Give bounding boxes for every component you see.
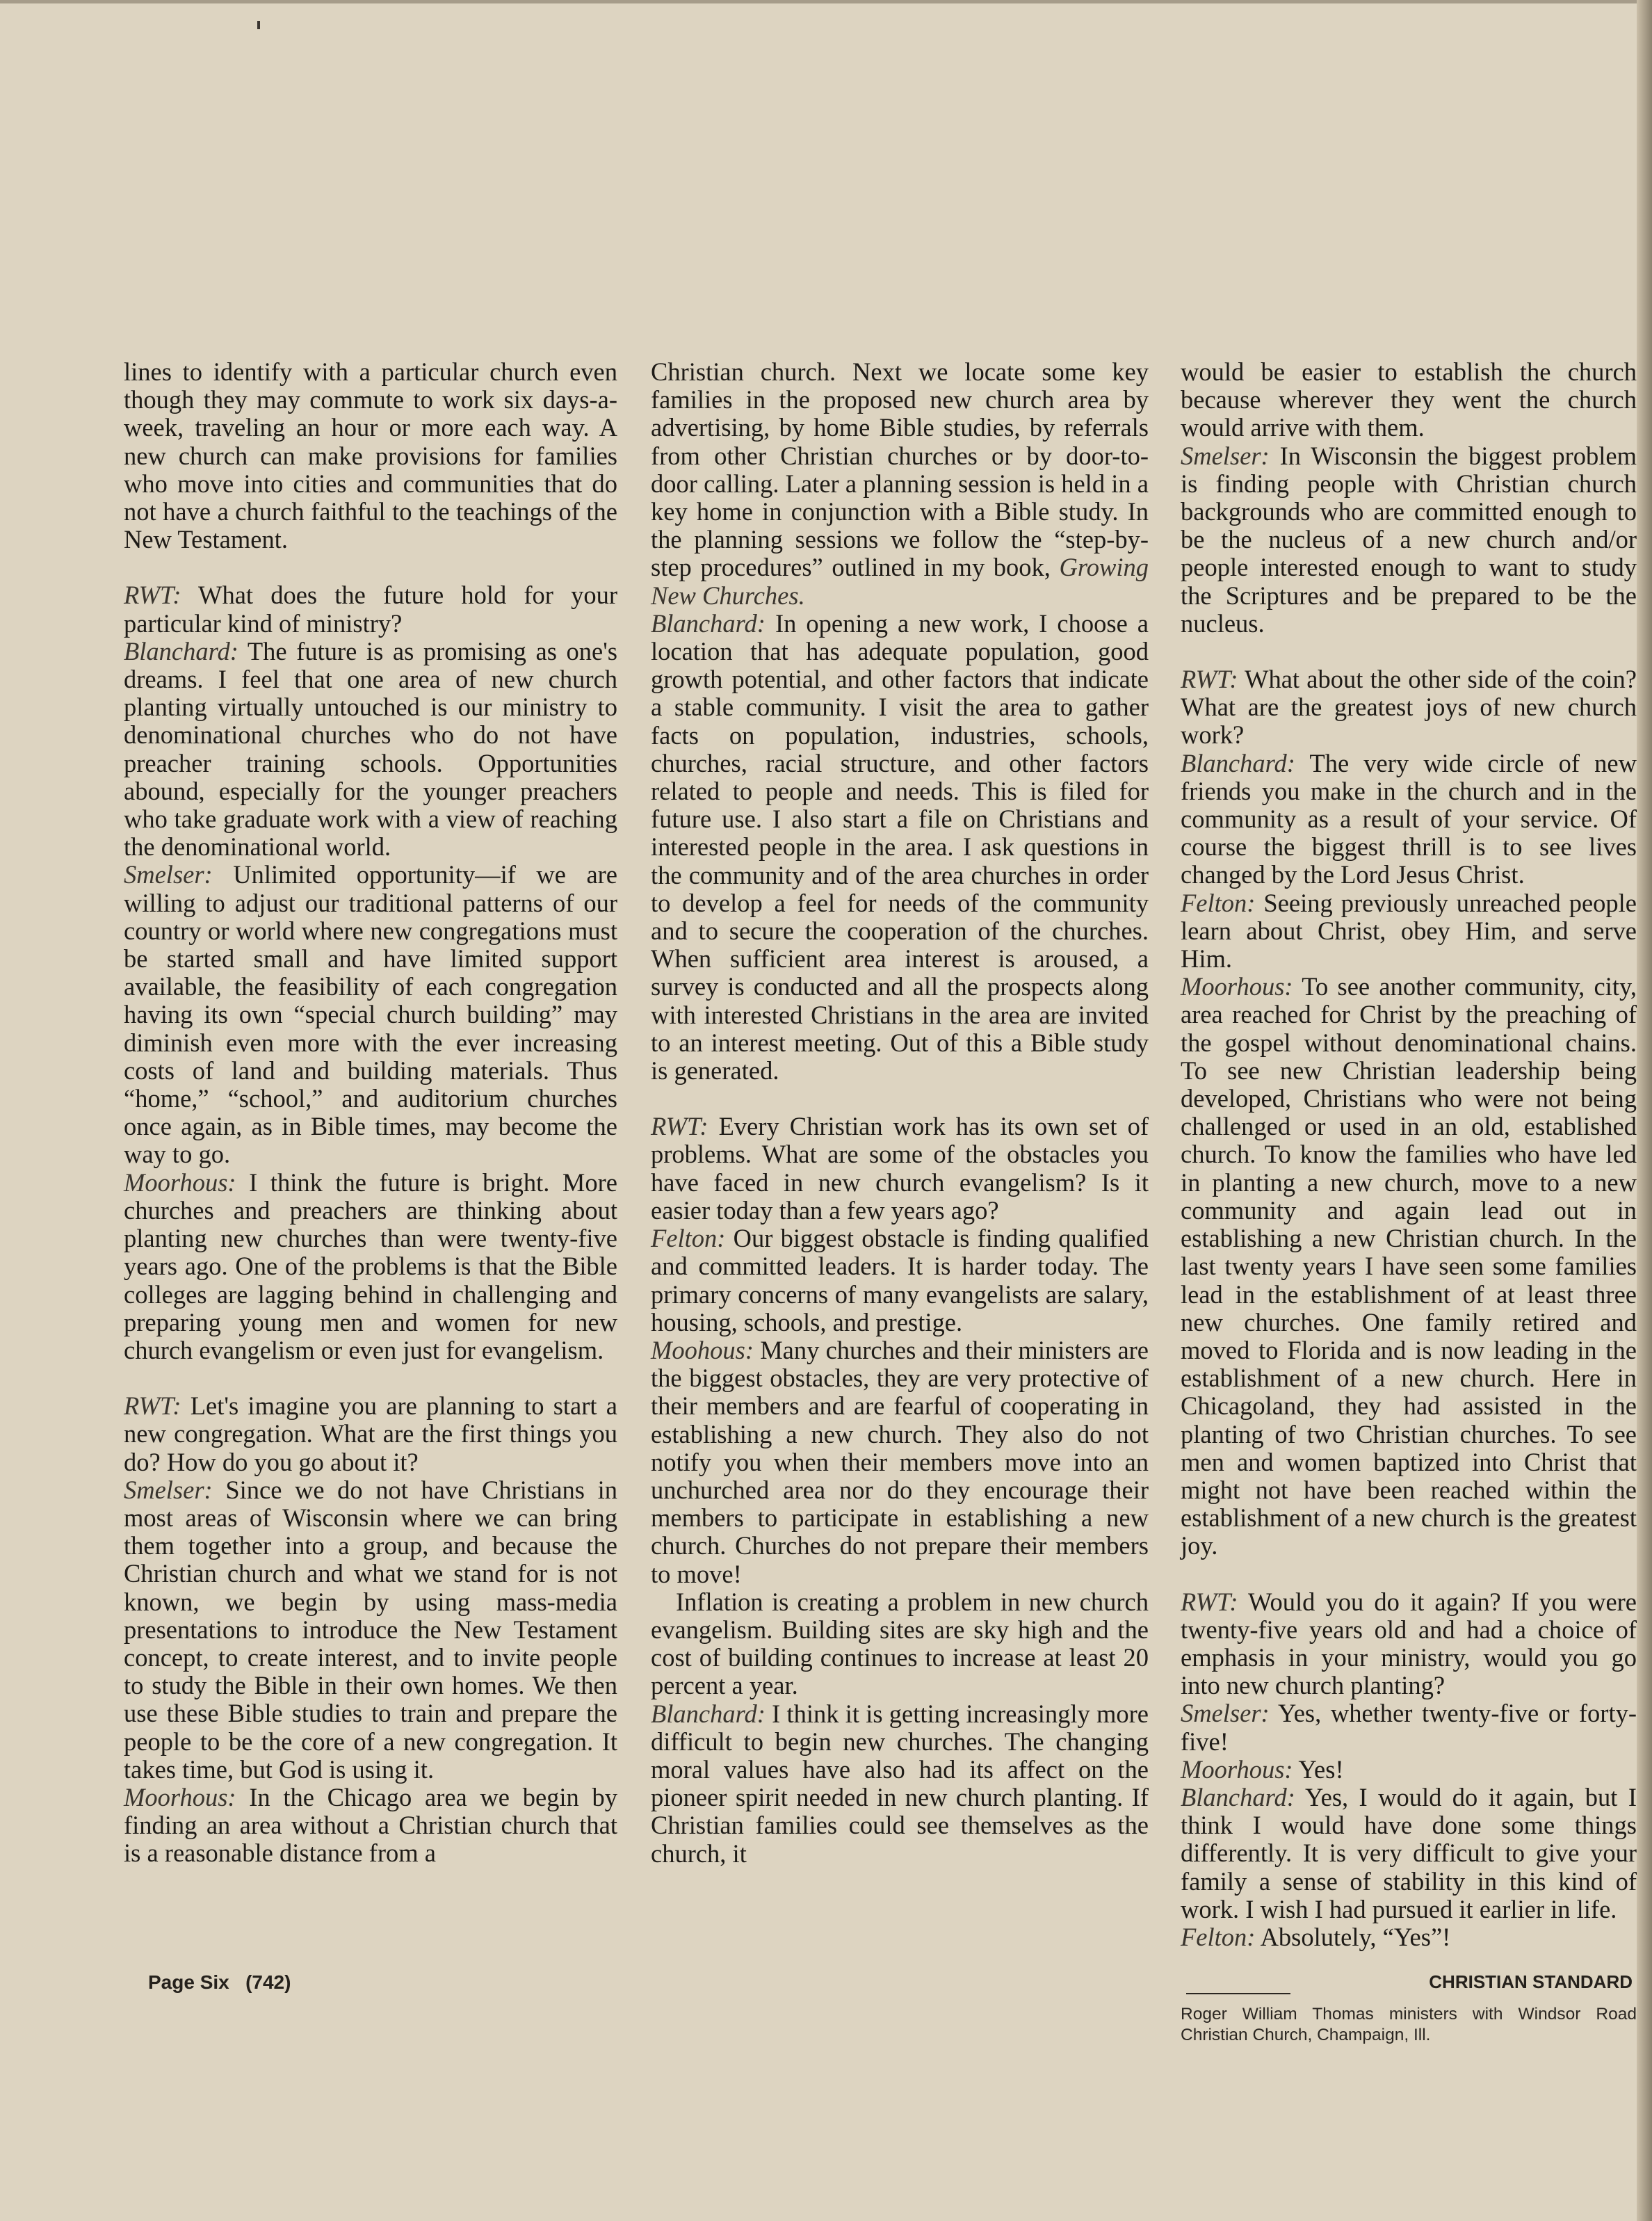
speaker-name: RWT:: [124, 581, 181, 610]
paragraph-text: I think the future is bright. More churches and preachers are thinking about planting new churches than were twenty-five years ago. One of the problems is that the Bible colleges are lagging behind in challenging and preparing young men and women for new church evangelism or even just for evangelism.: [124, 1168, 617, 1364]
paragraph-text: Would you do it again? If you were twenty-five years old and had a choice of emphasis in your ministry, would you go into new church planting?: [1181, 1587, 1637, 1700]
speaker-name: Blanchard:: [651, 1699, 766, 1728]
paragraph-text: Yes, I would do it again, but I think I would have done some things differently. It is very difficult to give your family a sense of stability in this kind of work. I wish I had pursued it earlier in life.: [1181, 1782, 1637, 1923]
speaker-name: Moorhous:: [124, 1168, 236, 1197]
interview-paragraph: [124, 861, 617, 1168]
interview-paragraph: [651, 358, 1149, 610]
page-top-edge: [0, 0, 1652, 3]
author-bio: Roger William Thomas ministers with Windsor Road Christian Church, Champaign, Ill.: [1181, 2005, 1637, 2045]
paragraph-text: lines to identify with a particular church even though they may commute to work six days-a-week, traveling an hour or more each way. A new church can make provisions for families who move into cities and communities that do not have a church faithful to the teachings of the New Testament.: [124, 357, 617, 554]
paragraph-text: Every Christian work has its own set of problems. What are some of the obstacles you have faced in new church evangelism? Is it easier today than a few years ago?: [651, 1112, 1149, 1225]
paragraph-text: I think it is getting increasingly more difficult to begin new churches. The changing moral values have also had its affect on the pioneer spirit needed in new church planting. If Christian families could see themselves as the church, it: [651, 1699, 1149, 1868]
paragraph-text: The future is as promising as one's dreams. I feel that one area of new church planting virtually untouched is our ministry to denominational churches who do not have preacher training schools. Opportunities abound, especially for the younger preachers who take graduate work with a view of reaching the denominational world.: [124, 636, 617, 862]
interview-paragraph: [651, 1700, 1149, 1868]
article-column-1: [124, 358, 617, 1868]
speaker-name: Moohous:: [651, 1335, 754, 1364]
speaker-name: Felton:: [1181, 1922, 1256, 1951]
interview-paragraph: [651, 610, 1149, 1085]
interview-paragraph: [651, 1336, 1149, 1588]
paragraph-text: Yes, whether twenty-five or forty-five!: [1181, 1699, 1637, 1756]
speaker-name: RWT:: [124, 1391, 181, 1421]
interview-paragraph: [124, 358, 617, 554]
interview-paragraph: [124, 581, 617, 637]
interview-paragraph: [1181, 358, 1637, 442]
interview-paragraph: [124, 1392, 617, 1476]
speaker-name: Moorhous:: [124, 1782, 236, 1811]
footnote-rule: [1186, 1993, 1290, 1994]
speaker-name: RWT:: [651, 1112, 708, 1141]
interview-paragraph: [1181, 1756, 1637, 1784]
paragraph-gap: [124, 1364, 617, 1392]
paragraph-text: Absolutely, “Yes”!: [1260, 1922, 1451, 1951]
interview-paragraph: [1181, 973, 1637, 1560]
article-column-2: [651, 358, 1149, 1868]
paragraph-text: Unlimited opportunity—if we are willing to adjust our traditional patterns of our country or world where new congregations must be started small and have limited support available, the feasibility of each congregation having its own “special church building” may diminish even more with the ever increasing costs of land and building materials. Thus “home,” “school,” and auditorium churches once again, as in Bible times, may become the way to go.: [124, 860, 617, 1169]
speaker-name: RWT:: [1181, 665, 1238, 694]
speaker-name: Blanchard:: [1181, 748, 1295, 777]
article-column-3: [1181, 358, 1637, 2046]
page-gutter-shadow: [1637, 0, 1652, 2221]
speaker-name: RWT:: [1181, 1587, 1238, 1616]
paragraph-text: What does the future hold for your particular kind of ministry?: [124, 581, 618, 638]
interview-paragraph: [1181, 665, 1637, 750]
interview-paragraph: [1181, 442, 1637, 638]
paragraph-text: would be easier to establish the church because wherever they went the church would arrive with them.: [1181, 357, 1637, 442]
paragraph-gap: [1181, 1560, 1637, 1588]
speaker-name: Smelser:: [124, 860, 213, 889]
paragraph-text: Our biggest obstacle is finding qualified and committed leaders. It is harder today. The primary concerns of many evangelists are salary, housing, schools, and prestige.: [651, 1224, 1149, 1336]
speaker-name: Felton:: [1181, 888, 1256, 917]
page-number: Page Six (742): [148, 1971, 291, 1993]
paragraph-text: Let's imagine you are planning to start a new congregation. What are the first things you do? How do you go about it?: [124, 1391, 618, 1476]
magazine-name: CHRISTIAN STANDARD: [1429, 1971, 1633, 1992]
paragraph-text: Seeing previously unreached people learn about Christ, obey Him, and serve Him.: [1181, 888, 1637, 974]
paragraph-text: In opening a new work, I choose a location that has adequate population, good growth potential, and other factors that indicate a stable community. I visit the area to gather facts on population, industries, schools, churches, racial structure, and other factors related to people and needs. This is filed for future use. I also start a file on Christians and interested people in the area. I ask questions in the community and of the area churches in order to develop a feel for needs of the community and to secure the cooperation of the churches. When sufficient area interest is aroused, a survey is conducted and all the prospects along with interested Christians in the area are invited to an interest meeting. Out of this a Bible study is generated.: [651, 608, 1149, 1085]
paragraph-text: Inflation is creating a problem in new church evangelism. Building sites are sky high and the cost of building continues to increase at least 20 percent a year.: [651, 1587, 1149, 1700]
interview-paragraph: [651, 1588, 1149, 1700]
interview-paragraph: [124, 1476, 617, 1784]
paragraph-text: Since we do not have Christians in most areas of Wisconsin where we can bring them together into a group, and because the Christian church and what we stand for is not known, we begin by using mass-media presentations to introduce the New Testament concept, to create interest, and to invite people to study the Bible in their own homes. We then use these Bible studies to train and prepare the people to be the core of a new congregation. It takes time, but God is using it.: [124, 1475, 617, 1784]
speaker-name: Blanchard:: [124, 636, 238, 665]
paragraph-text: Christian church. Next we locate some key families in the proposed new church area by advertising, by home Bible studies, by referrals from other Christian churches or by door-to-door calling. Later a planning session is held in a key home in conjunction with a Bible study. In the planning sessions we follow the “step-by-step procedures” outlined in my book,: [651, 357, 1149, 582]
interview-paragraph: [651, 1225, 1149, 1336]
speaker-name: Blanchard:: [651, 608, 766, 638]
speaker-name: Moorhous:: [1181, 1754, 1293, 1784]
speaker-name: Felton:: [651, 1224, 726, 1253]
print-mark: [257, 21, 260, 29]
speaker-name: Blanchard:: [1181, 1782, 1295, 1811]
speaker-name: Smelser:: [1181, 1699, 1270, 1728]
paragraph-text: Yes!: [1298, 1754, 1344, 1784]
interview-paragraph: [1181, 1784, 1637, 1923]
speaker-name: Smelser:: [124, 1475, 213, 1504]
paragraph-gap: [651, 1085, 1149, 1113]
paragraph-text: In the Chicago area we begin by finding an area without a Christian church that is a reasonable distance from a: [124, 1782, 617, 1868]
interview-paragraph: [1181, 750, 1637, 889]
interview-paragraph: [1181, 889, 1637, 974]
paragraph-text: The very wide circle of new friends you make in the church and in the community as a result of your service. Of course the biggest thrill is to see lives changed by the Lord Jesus Christ.: [1181, 748, 1637, 889]
paragraph-gap: [124, 554, 617, 581]
interview-paragraph: [1181, 1699, 1637, 1755]
paragraph-text: Many churches and their ministers are the biggest obstacles, they are very protective of their members and are fearful of cooperating in establishing a new church. They also do not notify you when their members move into an unchurched area nor do they encourage their members to participate in establishing a new church. Churches do not prepare their members to move!: [651, 1335, 1149, 1588]
interview-paragraph: [124, 1784, 617, 1868]
paragraph-gap: [1181, 638, 1637, 665]
interview-paragraph: [1181, 1588, 1637, 1700]
interview-paragraph: [651, 1113, 1149, 1225]
speaker-name: Smelser:: [1181, 441, 1270, 470]
paragraph-text: What about the other side of the coin? What are the greatest joys of new church work?: [1181, 665, 1637, 750]
paragraph-text: In Wisconsin the biggest problem is finding people with Christian church backgrounds who are committed enough to be the nucleus of a new church and/or people interested enough to want to study the Scriptures and be prepared to be the nucleus.: [1181, 441, 1637, 638]
interview-paragraph: [1181, 1923, 1637, 1951]
book-title: Growing New Churches.: [651, 553, 1149, 610]
interview-paragraph: [124, 638, 617, 862]
interview-paragraph: [124, 1169, 617, 1364]
speaker-name: Moorhous:: [1181, 972, 1293, 1001]
paragraph-text: To see another community, city, area reached for Christ by the preaching of the gospel without denominational chains. To see new Christian leadership being developed, Christians who were not being challenged or used in an old, established church. To know the families who have led in planting a new church, move to a new community and again lead out in establishing a new Christian church. In the last twenty years I have seen some families lead in the establishment of at least three new churches. One family retired and moved to Florida and is now leading in the establishment of a new church. Here in Chicagoland, they had assisted in the planting of two Christian churches. To see men and women baptized into Christ that might not have been reached within the establishment of a new church is the greatest joy.: [1181, 972, 1637, 1560]
